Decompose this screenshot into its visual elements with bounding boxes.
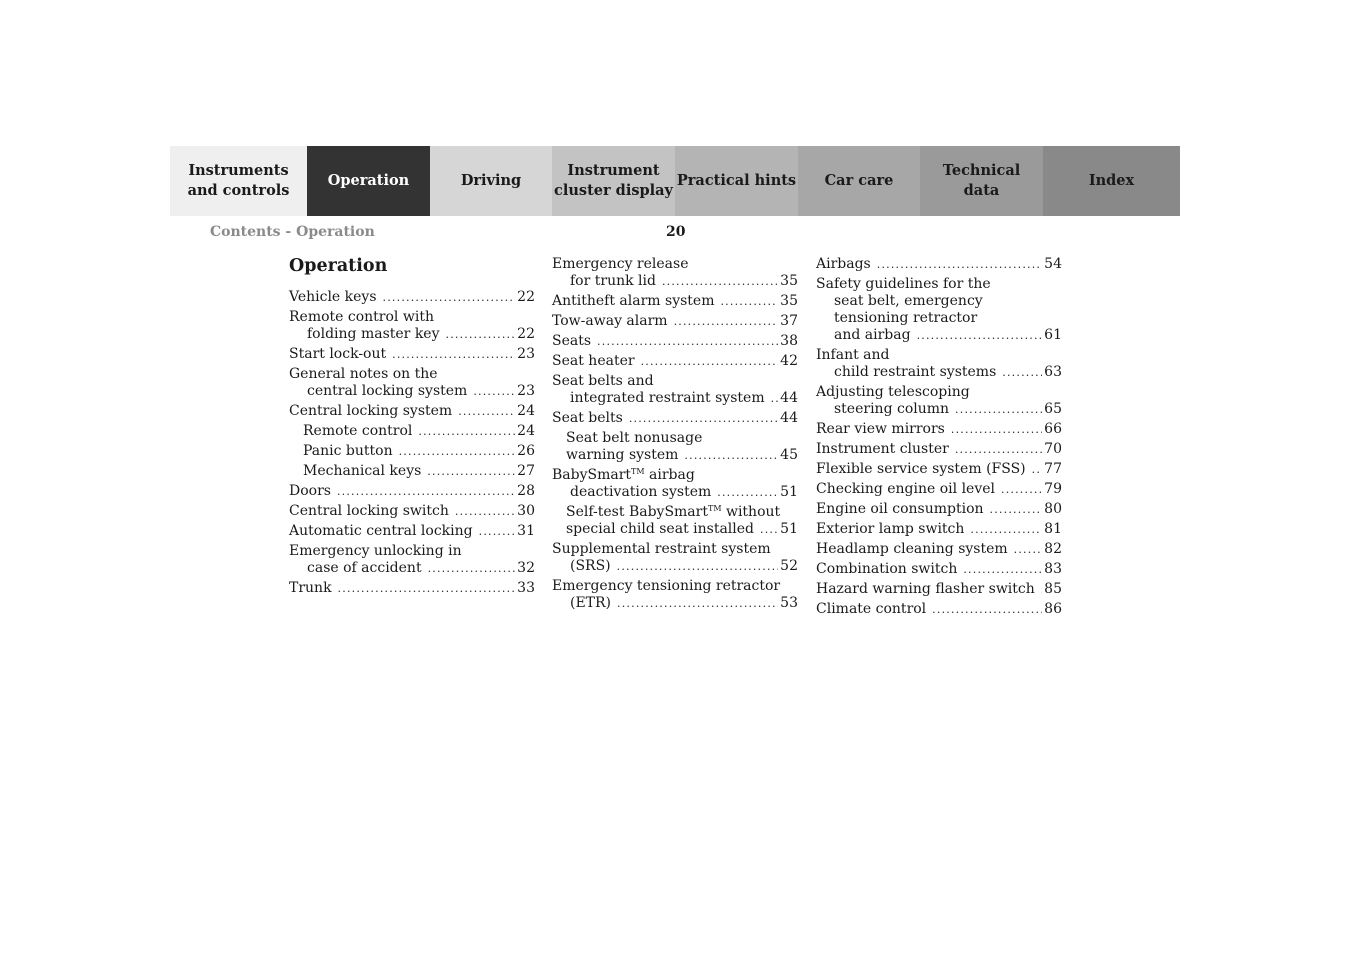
leader-dots <box>951 421 1042 438</box>
toc-entry-title: central locking system <box>307 383 468 399</box>
toc-entry-text: BabySmart <box>552 467 632 483</box>
toc-entry[interactable] <box>816 256 1062 273</box>
toc-entry-page: 61 <box>1044 327 1062 343</box>
section-tab-bar <box>170 146 1180 216</box>
toc-entry-line: Supplemental restraint system <box>552 541 771 557</box>
leader-dots <box>383 289 516 306</box>
toc-entry-line: Seat belt nonusage <box>566 430 703 446</box>
toc-entry-page: 53 <box>780 595 798 611</box>
toc-entry-title: Tow-away alarm <box>552 313 668 329</box>
tab-technical-data[interactable] <box>920 146 1043 216</box>
toc-entry[interactable] <box>552 256 798 290</box>
toc-entry-text: airbag <box>644 467 695 483</box>
toc-entry-title: case of accident <box>307 560 422 576</box>
toc-entry-page: 23 <box>517 346 535 362</box>
toc-entry-line: seat belt, emergency <box>834 293 983 309</box>
tab-label-line: Practical hints <box>676 172 797 189</box>
leader-dots <box>1002 364 1042 381</box>
toc-entry-title: Start lock-out <box>289 346 387 362</box>
toc-entry-title: Automatic central locking <box>289 523 473 539</box>
toc-entry-page: 30 <box>517 503 535 519</box>
toc-entry-title: Headlamp cleaning system <box>816 541 1008 557</box>
toc-entry-page: 85 <box>1044 581 1062 597</box>
leader-dots <box>473 383 515 400</box>
leader-dots <box>674 313 779 330</box>
toc-entry-page: 22 <box>517 326 535 342</box>
toc-entry-page: 80 <box>1044 501 1062 517</box>
toc-entry-page: 51 <box>780 484 798 500</box>
toc-entry-title: Checking engine oil level <box>816 481 996 497</box>
toc-entry-title: Seats <box>552 333 592 349</box>
toc-entry-title: integrated restraint system <box>570 390 765 406</box>
toc-entry-line: General notes on the <box>289 366 438 382</box>
toc-entry-line: Adjusting telescoping <box>816 384 970 400</box>
toc-entry-page: 32 <box>517 560 535 576</box>
leader-dots <box>1001 481 1042 498</box>
leader-dots <box>955 441 1042 458</box>
toc-entry[interactable] <box>552 333 798 350</box>
trademark-superscript: TM <box>707 504 722 513</box>
toc-entry-title: Panic button <box>303 443 393 459</box>
leader-dots <box>1014 541 1043 558</box>
toc-entry[interactable] <box>816 521 1062 538</box>
toc-entry-page: 66 <box>1044 421 1062 437</box>
toc-entry-title: Central locking system <box>289 403 453 419</box>
toc-entry-page: 42 <box>780 353 798 369</box>
toc-column-1 <box>289 256 535 600</box>
toc-entry-page: 27 <box>517 463 535 479</box>
leader-dots <box>455 503 515 520</box>
toc-entry[interactable] <box>552 353 798 370</box>
toc-entry[interactable] <box>552 504 798 538</box>
toc-entry-page: 38 <box>780 333 798 349</box>
toc-entry[interactable] <box>816 441 1062 458</box>
toc-entry[interactable] <box>289 463 535 480</box>
toc-entry[interactable] <box>289 543 535 577</box>
toc-entry-text: without <box>721 504 781 520</box>
leader-dots <box>446 326 516 343</box>
tab-label-line: Technical <box>942 162 1021 179</box>
leader-dots <box>641 353 779 370</box>
toc-entry-line <box>552 467 798 484</box>
toc-entry-page: 24 <box>517 403 535 419</box>
toc-entry-title: Airbags <box>816 256 871 272</box>
toc-entry-title: for trunk lid <box>570 273 656 289</box>
leader-dots <box>1032 461 1043 478</box>
toc-entry-title: deactivation system <box>570 484 712 500</box>
leader-dots <box>717 484 778 501</box>
leader-dots <box>955 401 1042 418</box>
toc-entry-title: Mechanical keys <box>303 463 422 479</box>
leader-dots <box>427 463 515 480</box>
page-header <box>0 224 1351 244</box>
toc-entry[interactable] <box>289 483 535 500</box>
toc-entry-page: 24 <box>517 423 535 439</box>
toc-entry-title: Rear view mirrors <box>816 421 945 437</box>
leader-dots <box>479 523 516 540</box>
toc-entry-page: 26 <box>517 443 535 459</box>
toc-entry[interactable] <box>289 443 535 460</box>
toc-entry-page: 31 <box>517 523 535 539</box>
tab-index[interactable] <box>1043 146 1180 216</box>
toc-entry[interactable] <box>552 541 798 575</box>
tab-instruments-and-controls[interactable] <box>170 146 307 216</box>
leader-dots <box>399 443 516 460</box>
toc-entry-page: 35 <box>780 293 798 309</box>
leader-dots <box>990 501 1043 518</box>
toc-entry-title: Antitheft alarm system <box>552 293 715 309</box>
tab-label-line: Index <box>1088 172 1135 189</box>
tab-label-line: Instruments <box>188 162 289 179</box>
leader-dots <box>877 256 1042 273</box>
toc-entry-page: 35 <box>780 273 798 289</box>
toc-entry-title: special child seat installed <box>566 521 754 537</box>
leader-dots <box>617 595 778 612</box>
toc-entry-line: Emergency unlocking in <box>289 543 462 559</box>
toc-entry[interactable] <box>289 346 535 363</box>
toc-entry[interactable] <box>816 561 1062 578</box>
toc-entry[interactable] <box>289 503 535 520</box>
toc-entry-title: and airbag <box>834 327 911 343</box>
toc-entry-title: Trunk <box>289 580 332 596</box>
leader-dots <box>662 273 778 290</box>
toc-entry[interactable] <box>816 347 1062 381</box>
leader-dots <box>932 601 1042 618</box>
toc-entry[interactable] <box>289 403 535 420</box>
leader-dots <box>760 521 778 538</box>
toc-entry[interactable] <box>552 410 798 427</box>
toc-entry-title: (ETR) <box>570 595 612 611</box>
leader-dots <box>418 423 515 440</box>
toc-entry[interactable] <box>289 289 535 306</box>
toc-entry-page: 33 <box>517 580 535 596</box>
tab-label-line: data <box>963 182 1000 199</box>
toc-entry-page: 28 <box>517 483 535 499</box>
toc-entry-line: Emergency tensioning retractor <box>552 578 781 594</box>
tab-operation[interactable] <box>307 146 430 216</box>
toc-entry[interactable] <box>816 461 1062 478</box>
toc-entry-page: 81 <box>1044 521 1062 537</box>
toc-entry-line: Remote control with <box>289 309 434 325</box>
toc-entry-line: Infant and <box>816 347 890 363</box>
leader-dots <box>458 403 515 420</box>
toc-entry[interactable] <box>552 313 798 330</box>
toc-entry[interactable] <box>816 384 1062 418</box>
tab-label-line: cluster display <box>554 182 673 199</box>
tab-driving[interactable] <box>430 146 552 216</box>
leader-dots <box>428 560 516 577</box>
toc-entry-page: 54 <box>1044 256 1062 272</box>
toc-entry-page: 82 <box>1044 541 1062 557</box>
toc-entry-title: Seat heater <box>552 353 635 369</box>
toc-entry-page: 51 <box>780 521 798 537</box>
toc-entry-page: 44 <box>780 410 798 426</box>
toc-entry-title: folding master key <box>307 326 440 342</box>
tab-instrument-cluster-display[interactable] <box>552 146 675 216</box>
toc-entry-title: child restraint systems <box>834 364 997 380</box>
toc-entry-page: 45 <box>780 447 798 463</box>
leader-dots <box>970 521 1042 538</box>
toc-entry[interactable] <box>552 293 798 310</box>
toc-entry[interactable] <box>816 421 1062 438</box>
page-number: 20 <box>666 224 686 240</box>
toc-column-3 <box>816 256 1062 621</box>
tab-label-line: Instrument <box>567 162 660 179</box>
toc-entry-title: steering column <box>834 401 950 417</box>
toc-entry-text: Self-test BabySmart <box>566 504 708 520</box>
toc-entry-title: Seat belts <box>552 410 623 426</box>
toc-entry-title: (SRS) <box>570 558 611 574</box>
tab-label-line: and controls <box>187 182 290 199</box>
section-title: Operation <box>289 256 388 276</box>
leader-dots <box>1041 581 1042 598</box>
toc-entry-title: Doors <box>289 483 331 499</box>
toc-entry-page: 65 <box>1044 401 1062 417</box>
toc-entry[interactable] <box>552 578 798 612</box>
leader-dots <box>338 580 516 597</box>
toc-entry-page: 86 <box>1044 601 1062 617</box>
toc-entry-page: 44 <box>780 390 798 406</box>
tab-practical-hints[interactable] <box>675 146 798 216</box>
toc-entry[interactable] <box>816 581 1062 598</box>
tab-label-line: Car care <box>824 172 894 189</box>
toc-entry[interactable] <box>552 467 798 501</box>
toc-entry[interactable] <box>289 309 535 343</box>
leader-dots <box>963 561 1042 578</box>
toc-entry-page: 23 <box>517 383 535 399</box>
toc-entry-title: Remote control <box>303 423 413 439</box>
toc-entry-line <box>566 504 798 521</box>
toc-entry-title: Exterior lamp switch <box>816 521 965 537</box>
leader-dots <box>684 447 778 464</box>
leader-dots <box>720 293 778 310</box>
toc-entry-title: Combination switch <box>816 561 958 577</box>
toc-entry-title: Instrument cluster <box>816 441 949 457</box>
toc-entry[interactable] <box>816 276 1062 344</box>
toc-entry-page: 37 <box>780 313 798 329</box>
toc-entry-line: Seat belts and <box>552 373 654 389</box>
toc-entry-title: Engine oil consumption <box>816 501 984 517</box>
toc-entry[interactable] <box>816 601 1062 618</box>
leader-dots <box>392 346 515 363</box>
toc-entry[interactable] <box>289 423 535 440</box>
leader-dots <box>337 483 515 500</box>
toc-entry-page: 83 <box>1044 561 1062 577</box>
leader-dots <box>629 410 778 427</box>
toc-entry[interactable] <box>816 501 1062 518</box>
toc-column-2 <box>552 256 798 615</box>
leader-dots <box>917 327 1043 344</box>
trademark-superscript: TM <box>631 467 645 476</box>
leader-dots <box>597 333 778 350</box>
toc-entry-page: 77 <box>1044 461 1062 477</box>
toc-entry-title: Climate control <box>816 601 927 617</box>
tab-car-care[interactable] <box>798 146 920 216</box>
toc-entry[interactable] <box>816 541 1062 558</box>
toc-entry[interactable] <box>552 373 798 407</box>
tab-label-line: Driving <box>460 172 522 189</box>
toc-entry[interactable] <box>289 523 535 540</box>
leader-dots <box>771 390 779 407</box>
toc-entry-title: Flexible service system (FSS) <box>816 461 1026 477</box>
toc-entry-title: Vehicle keys <box>289 289 377 305</box>
toc-entry-line: Safety guidelines for the <box>816 276 991 292</box>
toc-entry-page: 63 <box>1044 364 1062 380</box>
toc-entry-page: 70 <box>1044 441 1062 457</box>
toc-entry-line: tensioning retractor <box>834 310 978 326</box>
toc-entry[interactable] <box>552 430 798 464</box>
toc-entry[interactable] <box>289 366 535 400</box>
breadcrumb: Contents - Operation <box>210 224 375 240</box>
toc-entry-page: 22 <box>517 289 535 305</box>
toc-entry-page: 52 <box>780 558 798 574</box>
toc-entry-page: 79 <box>1044 481 1062 497</box>
toc-entry-title: warning system <box>566 447 679 463</box>
toc-entry[interactable] <box>816 481 1062 498</box>
toc-entry-line: Emergency release <box>552 256 689 272</box>
toc-entry[interactable] <box>289 580 535 597</box>
toc-entry-title: Central locking switch <box>289 503 449 519</box>
leader-dots <box>617 558 779 575</box>
tab-label-line: Operation <box>327 172 410 189</box>
toc-entry-title: Hazard warning flasher switch <box>816 581 1035 597</box>
